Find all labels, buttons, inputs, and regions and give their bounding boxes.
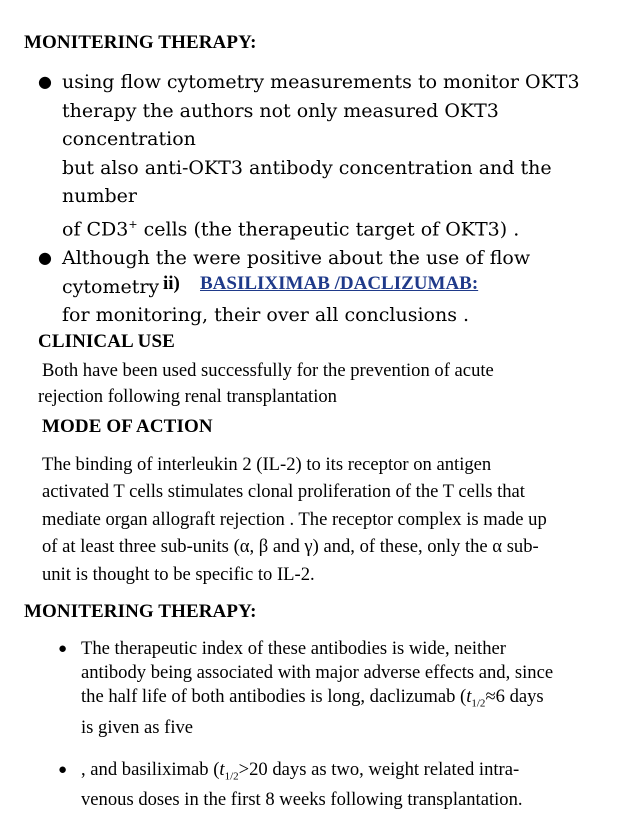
text-line: activated T cells stimulates clonal proliferation of the T cells that: [42, 481, 525, 503]
text-line: Both have been used successfully for the prevention of acute: [42, 360, 494, 381]
bullet-line: Although the were positive about the use of flow cytometry: [62, 247, 531, 298]
bullet-line: of CD3+ cells (the therapeutic target of OKT3) .: [62, 217, 520, 240]
text-line: rejection following renal transplantation: [38, 386, 337, 407]
section-heading-monitoring-2: MONITERING THERAPY:: [24, 601, 257, 622]
clinical-use-text: [38, 358, 494, 410]
list-item: [58, 758, 628, 813]
text-line: The binding of interleukin 2 (IL-2) to its receptor on antigen: [42, 454, 492, 475]
bullet-icon: ●: [58, 761, 68, 778]
clinical-use-heading: CLINICAL USE: [38, 331, 175, 352]
text-line: of at least three sub-units (α, β and γ) and, of these, only the α sub-: [42, 536, 539, 558]
text-line: mediate organ allograft rejection . The receptor complex is made up: [42, 508, 547, 530]
bullet-line: is given as five: [81, 716, 194, 738]
monitoring-bullet-list-2: [58, 637, 628, 812]
list-item: [58, 637, 628, 740]
bullet-line: The therapeutic index of these antibodies is wide, neither: [81, 638, 506, 659]
list-item: [38, 68, 628, 243]
bullet-line: , and basiliximab ($t_{1/2}>20$ days as two, weight related intra-: [81, 758, 520, 783]
bullet-line: but also anti-OKT3 antibody concentration and the number: [62, 156, 552, 207]
bullet-line: antibody being associated with major adverse effects and, since: [81, 662, 554, 683]
section-heading-monitoring-1: MONITERING THERAPY:: [24, 32, 257, 53]
bullet-line: therapy the authors not only measured OKT3 concentration: [62, 99, 499, 150]
bullet-icon: ●: [58, 641, 68, 657]
mode-of-action-text: [42, 451, 547, 588]
bullet-line: for monitoring, their over all conclusions .: [62, 304, 470, 327]
bullet-line: venous doses in the first 8 weeks following transplantation.: [81, 789, 523, 811]
drug-heading-title[interactable]: BASILIXIMAB /DACLIZUMAB:: [200, 273, 479, 294]
bullet-line: the half life of both antibodies is long, daclizumab ($t_{1/2}\approx 6$ days: [81, 686, 544, 710]
bullet-line: using flow cytometry measurements to monitor OKT3: [62, 71, 580, 93]
mode-of-action-heading: MODE OF ACTION: [42, 416, 213, 437]
bullet-icon: ●: [38, 248, 52, 268]
drug-heading-number: ii): [163, 273, 180, 294]
text-line: unit is thought to be specific to IL-2.: [42, 563, 315, 585]
bullet-icon: ●: [38, 72, 52, 91]
